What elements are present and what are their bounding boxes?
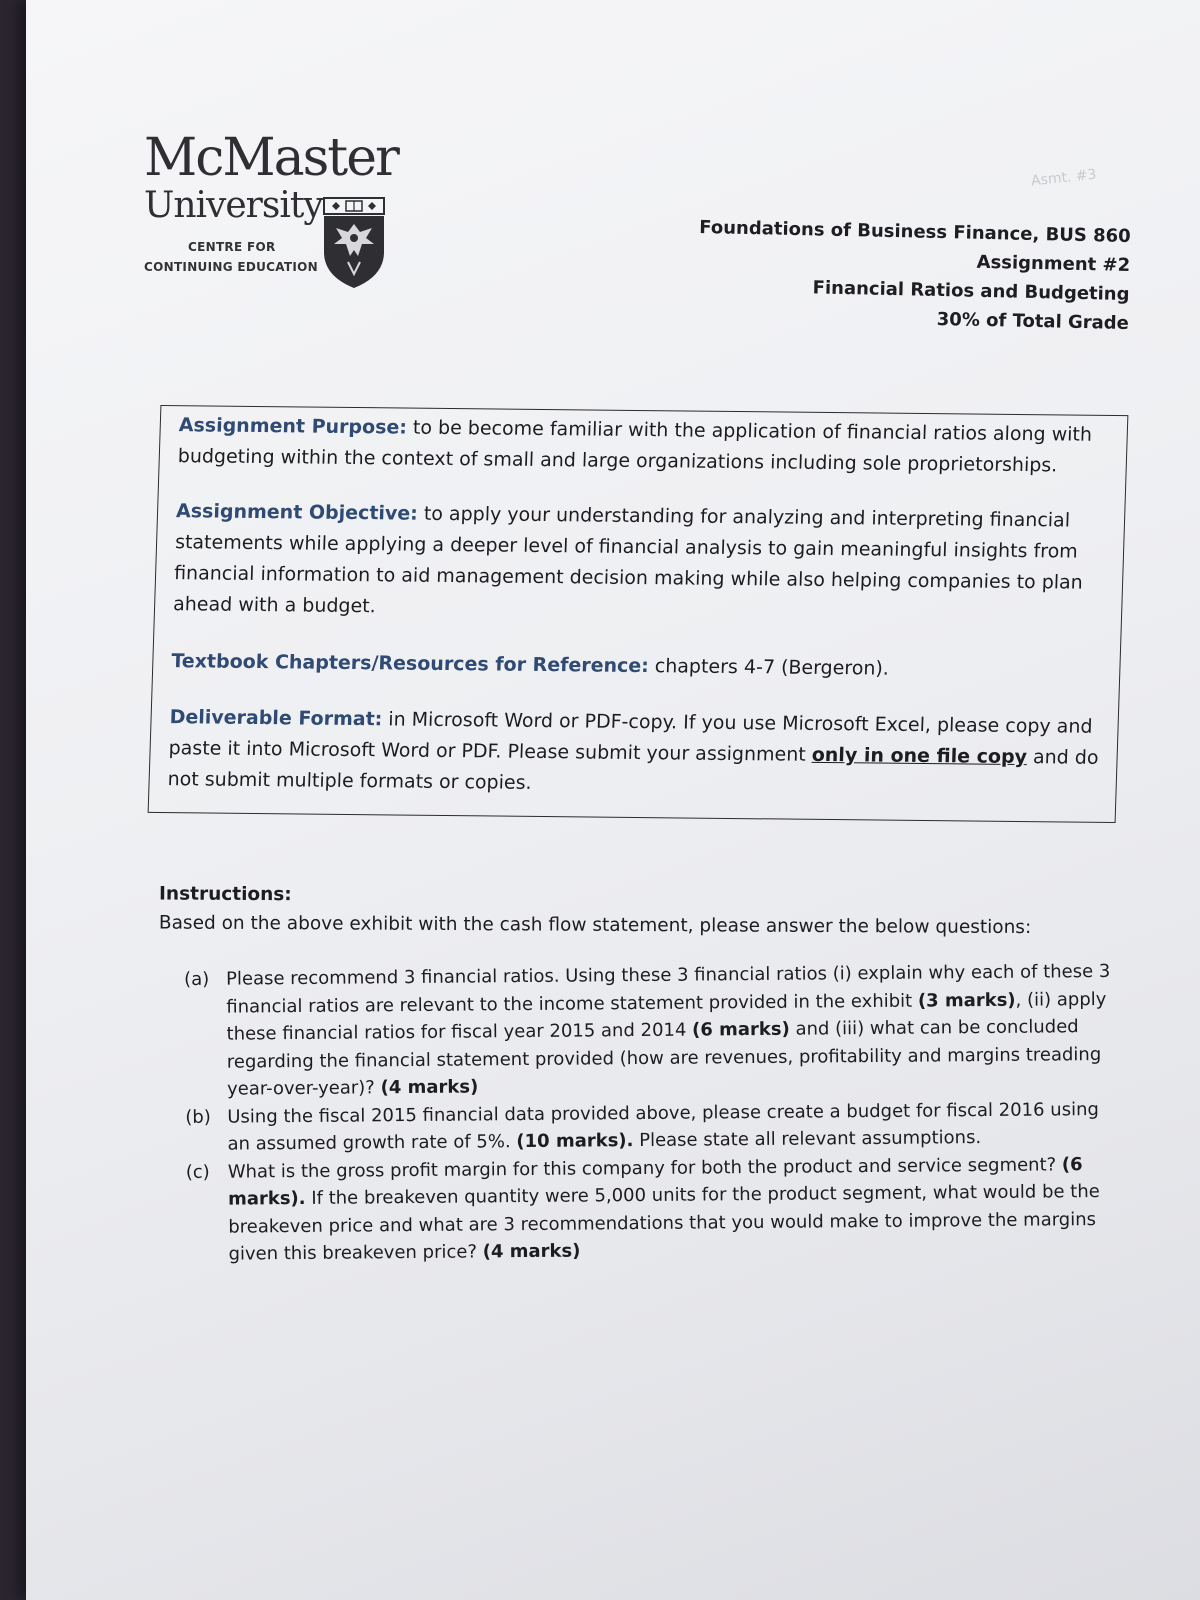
question-b-label: (b) [185,1106,211,1128]
university-crest-icon [322,194,386,290]
deliverable-underlined: only in one file copy [811,743,1028,769]
mcmaster-logo [144,128,404,298]
textbook-text: chapters 4-7 (Bergeron). [648,655,890,680]
deliverable-text-part1: in Microsoft Word or PDF-copy. If you use Microsoft Excel, please copy and paste it into Microsoft Word or PDF. Please submit your assignment [168,708,1093,766]
purpose-text: to be become familiar with the application of financial ratios along with budgeting within the context of small and large organizations including sole proprietorships. [177,416,1093,477]
question-a-text1: Please recommend 3 financial ratios. Using these 3 financial ratios (i) explain why each of these 3 financial ratios are relevant to the income statement provided in the exhibit [226,960,1111,1018]
question-c-marks1: (6 marks). [227,1153,1083,1210]
questions-list [184,958,1122,1269]
assignment-number: Assignment #2 [976,251,1131,276]
question-a-text3: and (iii) what can be concluded regarding the financial statement provided (how are revenues, profitability and margins treading year-over-year)? [226,1016,1102,1100]
purpose-paragraph [177,410,1113,482]
question-c-text1: What is the gross profit margin for this company for both the product and service segment? [227,1153,1062,1183]
purpose-label: Assignment Purpose: [178,414,408,439]
instructions-title: Instructions: [159,883,292,906]
question-b-marks1: (10 marks). [516,1130,634,1153]
logo-department-line1: CENTRE FOR [188,240,276,254]
question-a [184,958,1120,1104]
textbook-paragraph [171,646,1106,687]
deliverable-text-part2: and do not submit multiple formats or copies. [167,746,1099,794]
handwritten-stamp: Asmt. #3 [1030,166,1098,190]
question-b-text1: Using the fiscal 2015 financial data provided above, please create a budget for fiscal 2016 using an assumed growth rate of 5%. [227,1098,1099,1155]
deliverable-label: Deliverable Format: [169,706,383,731]
logo-wordmark-mcmaster: McMaster [144,128,398,188]
question-c [186,1150,1122,1268]
instructions-section [159,880,1109,943]
instructions-intro: Based on the above exhibit with the cash flow statement, please answer the below questions: [158,912,1032,939]
question-a-marks3: (4 marks) [380,1076,479,1099]
course-title: Foundations of Business Finance, BUS 860 [699,216,1131,247]
question-b [185,1095,1120,1158]
document-page [26,0,1200,1600]
question-a-label: (a) [184,968,210,990]
objective-paragraph [173,496,1111,630]
question-a-marks1: (3 marks) [917,989,1016,1012]
question-b-text2: Please state all relevant assumptions. [633,1127,982,1152]
assignment-info-box [148,405,1129,823]
assignment-topic: Financial Ratios and Budgeting [812,277,1130,305]
objective-label: Assignment Objective: [175,500,419,525]
question-c-text2: If the breakeven quantity were 5,000 units for the product segment, what would be the breakeven price and what are 3 recommendations that you would make to improve the margins given this breakeven price? [228,1181,1100,1265]
question-a-text2: , (ii) apply these financial ratios for fiscal year 2015 and 2014 [226,988,1107,1045]
question-c-label: (c) [185,1161,210,1183]
deliverable-paragraph [167,702,1104,805]
course-header [664,212,1131,338]
objective-text: to apply your understanding for analyzing and interpreting financial statements while applying a deeper level of financial analysis to gain meaningful insights from financial information to aid management decision making while also helping companies to plan ahead with a budget. [172,502,1084,618]
logo-department-line2: CONTINUING EDUCATION [144,260,318,274]
grade-weight: 30% of Total Grade [936,308,1130,334]
textbook-label: Textbook Chapters/Resources for Reference: [171,650,650,678]
logo-wordmark-university: University [144,185,323,226]
question-a-marks2: (6 marks) [692,1018,790,1041]
question-c-marks2: (4 marks) [482,1240,581,1263]
